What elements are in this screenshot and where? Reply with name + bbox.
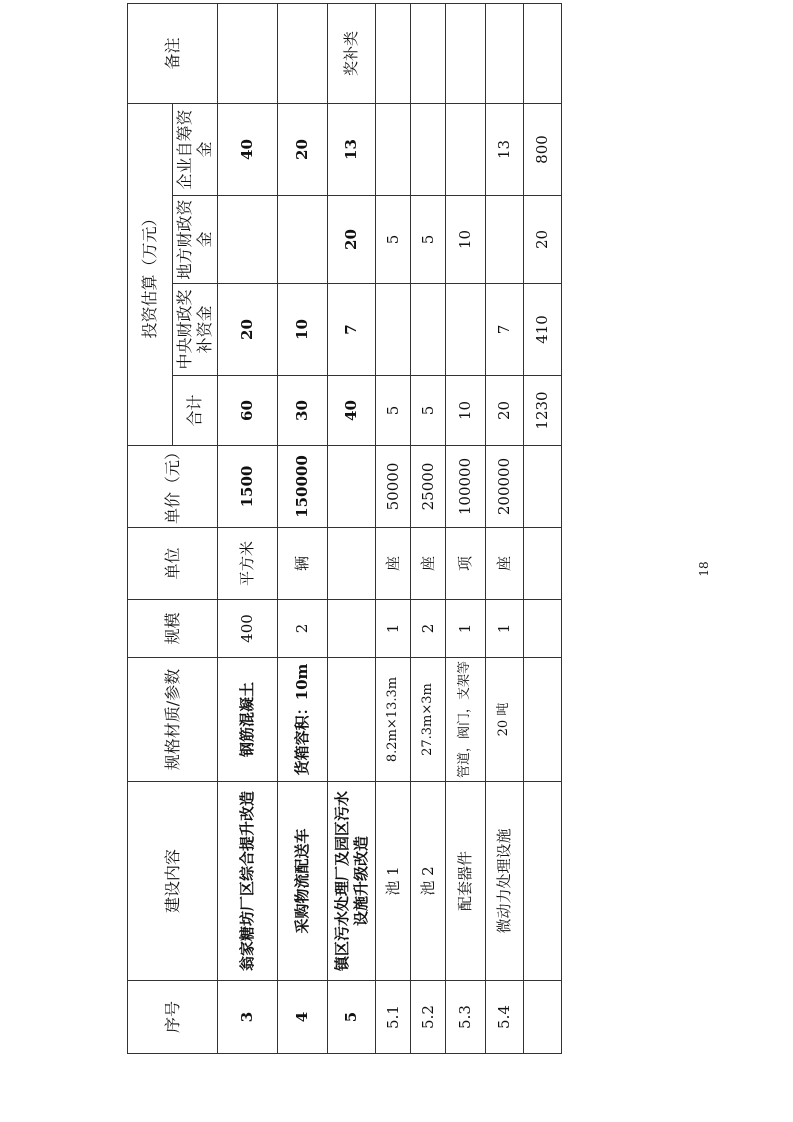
cell-spec: 管道，阀门，支架等: [446, 658, 486, 782]
table-row: [218, 3, 278, 1053]
cell-spec: [524, 658, 562, 782]
cell-content: 微动力处理设施: [486, 782, 524, 981]
cell-enterprise: 13: [328, 103, 376, 195]
cell-total: 30: [278, 376, 328, 446]
cell-content: 镇区污水处理厂及园区污水设施升级改造: [328, 782, 376, 981]
cell-spec: 8.2m×13.3m: [376, 658, 411, 782]
table-row: [278, 3, 328, 1053]
cell-local: 20: [524, 196, 562, 284]
header-content: 建设内容: [128, 782, 218, 981]
cell-content: 采购物流配送车: [278, 782, 328, 981]
cell-scale: 400: [218, 600, 278, 658]
cell-local: 20: [328, 196, 376, 284]
cell-scale: [524, 600, 562, 658]
cell-content: 翁家糖坊厂区综合提升改造: [218, 782, 278, 981]
cell-unit: 项: [446, 528, 486, 600]
cell-local: [218, 196, 278, 284]
cell-note: [411, 3, 446, 103]
cell-local: [486, 196, 524, 284]
cell-note: [376, 3, 411, 103]
cell-central: 7: [486, 284, 524, 376]
cell-enterprise: [411, 103, 446, 195]
cell-enterprise: 40: [218, 103, 278, 195]
cell-price: 25000: [411, 446, 446, 528]
cell-seq: 5.3: [446, 981, 486, 1054]
cell-unit: 座: [411, 528, 446, 600]
cell-enterprise: [376, 103, 411, 195]
cell-central: 410: [524, 284, 562, 376]
header-spec: 规格材质/参数: [128, 658, 218, 782]
table-row: [376, 3, 411, 1053]
cell-price: 100000: [446, 446, 486, 528]
cell-enterprise: 13: [486, 103, 524, 195]
cell-note: [278, 3, 328, 103]
cell-content: 配套器件: [446, 782, 486, 981]
cell-local: 10: [446, 196, 486, 284]
header-scale: 规模: [128, 600, 218, 658]
cell-content: 池 2: [411, 782, 446, 981]
cell-note: [446, 3, 486, 103]
cell-local: 5: [376, 196, 411, 284]
cell-seq: 5: [328, 981, 376, 1054]
cell-local: [278, 196, 328, 284]
cell-price: 50000: [376, 446, 411, 528]
cell-seq: [524, 981, 562, 1054]
cell-note: [218, 3, 278, 103]
cell-unit: 平方米: [218, 528, 278, 600]
cell-total: 1230: [524, 376, 562, 446]
cell-enterprise: 800: [524, 103, 562, 195]
cell-central: [376, 284, 411, 376]
header-investment: 投资估算（万元）: [128, 103, 173, 445]
cell-total: 40: [328, 376, 376, 446]
cell-spec: 20 吨: [486, 658, 524, 782]
cell-seq: 5.1: [376, 981, 411, 1054]
header-central: 中央财政奖补资金: [173, 284, 218, 376]
cell-unit: 座: [486, 528, 524, 600]
table-row-total: [524, 3, 562, 1053]
cell-seq: 4: [278, 981, 328, 1054]
cell-spec: 货箱容积：10m: [278, 658, 328, 782]
cell-spec: 钢筋混凝土: [218, 658, 278, 782]
cell-content: 池 1: [376, 782, 411, 981]
cell-scale: 1: [446, 600, 486, 658]
cell-note: [486, 3, 524, 103]
investment-table: [127, 3, 562, 1054]
table-row: [328, 3, 376, 1053]
header-local: 地方财政资金: [173, 196, 218, 284]
cell-scale: 2: [278, 600, 328, 658]
page-number: 18: [697, 561, 711, 577]
cell-price: [524, 446, 562, 528]
table-row: [486, 3, 524, 1053]
cell-local: 5: [411, 196, 446, 284]
cell-unit: 辆: [278, 528, 328, 600]
cell-central: 20: [218, 284, 278, 376]
cell-content: [524, 782, 562, 981]
cell-unit: 座: [376, 528, 411, 600]
cell-central: [446, 284, 486, 376]
cell-central: 7: [328, 284, 376, 376]
cell-scale: 1: [376, 600, 411, 658]
cell-total: 5: [376, 376, 411, 446]
cell-seq: 5.2: [411, 981, 446, 1054]
cell-seq: 5.4: [486, 981, 524, 1054]
rotated-table-wrapper: [127, 30, 552, 1054]
cell-total: 60: [218, 376, 278, 446]
cell-unit: [524, 528, 562, 600]
cell-enterprise: [446, 103, 486, 195]
cell-spec: 27.3m×3m: [411, 658, 446, 782]
table-row: [446, 3, 486, 1053]
cell-note: [524, 3, 562, 103]
cell-seq: 3: [218, 981, 278, 1054]
cell-total: 10: [446, 376, 486, 446]
header-price: 单价（元）: [128, 446, 218, 528]
cell-scale: 1: [486, 600, 524, 658]
header-total: 合计: [173, 376, 218, 446]
cell-price: 150000: [278, 446, 328, 528]
cell-note: 奖补类: [328, 3, 376, 103]
table-row: [411, 3, 446, 1053]
cell-scale: [328, 600, 376, 658]
cell-scale: 2: [411, 600, 446, 658]
cell-enterprise: 20: [278, 103, 328, 195]
cell-total: 20: [486, 376, 524, 446]
cell-price: 200000: [486, 446, 524, 528]
cell-total: 5: [411, 376, 446, 446]
cell-central: 10: [278, 284, 328, 376]
cell-price: 1500: [218, 446, 278, 528]
header-note: 备注: [128, 3, 218, 103]
cell-unit: [328, 528, 376, 600]
header-unit: 单位: [128, 528, 218, 600]
cell-price: [328, 446, 376, 528]
cell-central: [411, 284, 446, 376]
header-row-1: [128, 3, 173, 1053]
cell-spec: [328, 658, 376, 782]
header-enterprise: 企业自筹资金: [173, 103, 218, 195]
header-seq: 序号: [128, 981, 218, 1054]
